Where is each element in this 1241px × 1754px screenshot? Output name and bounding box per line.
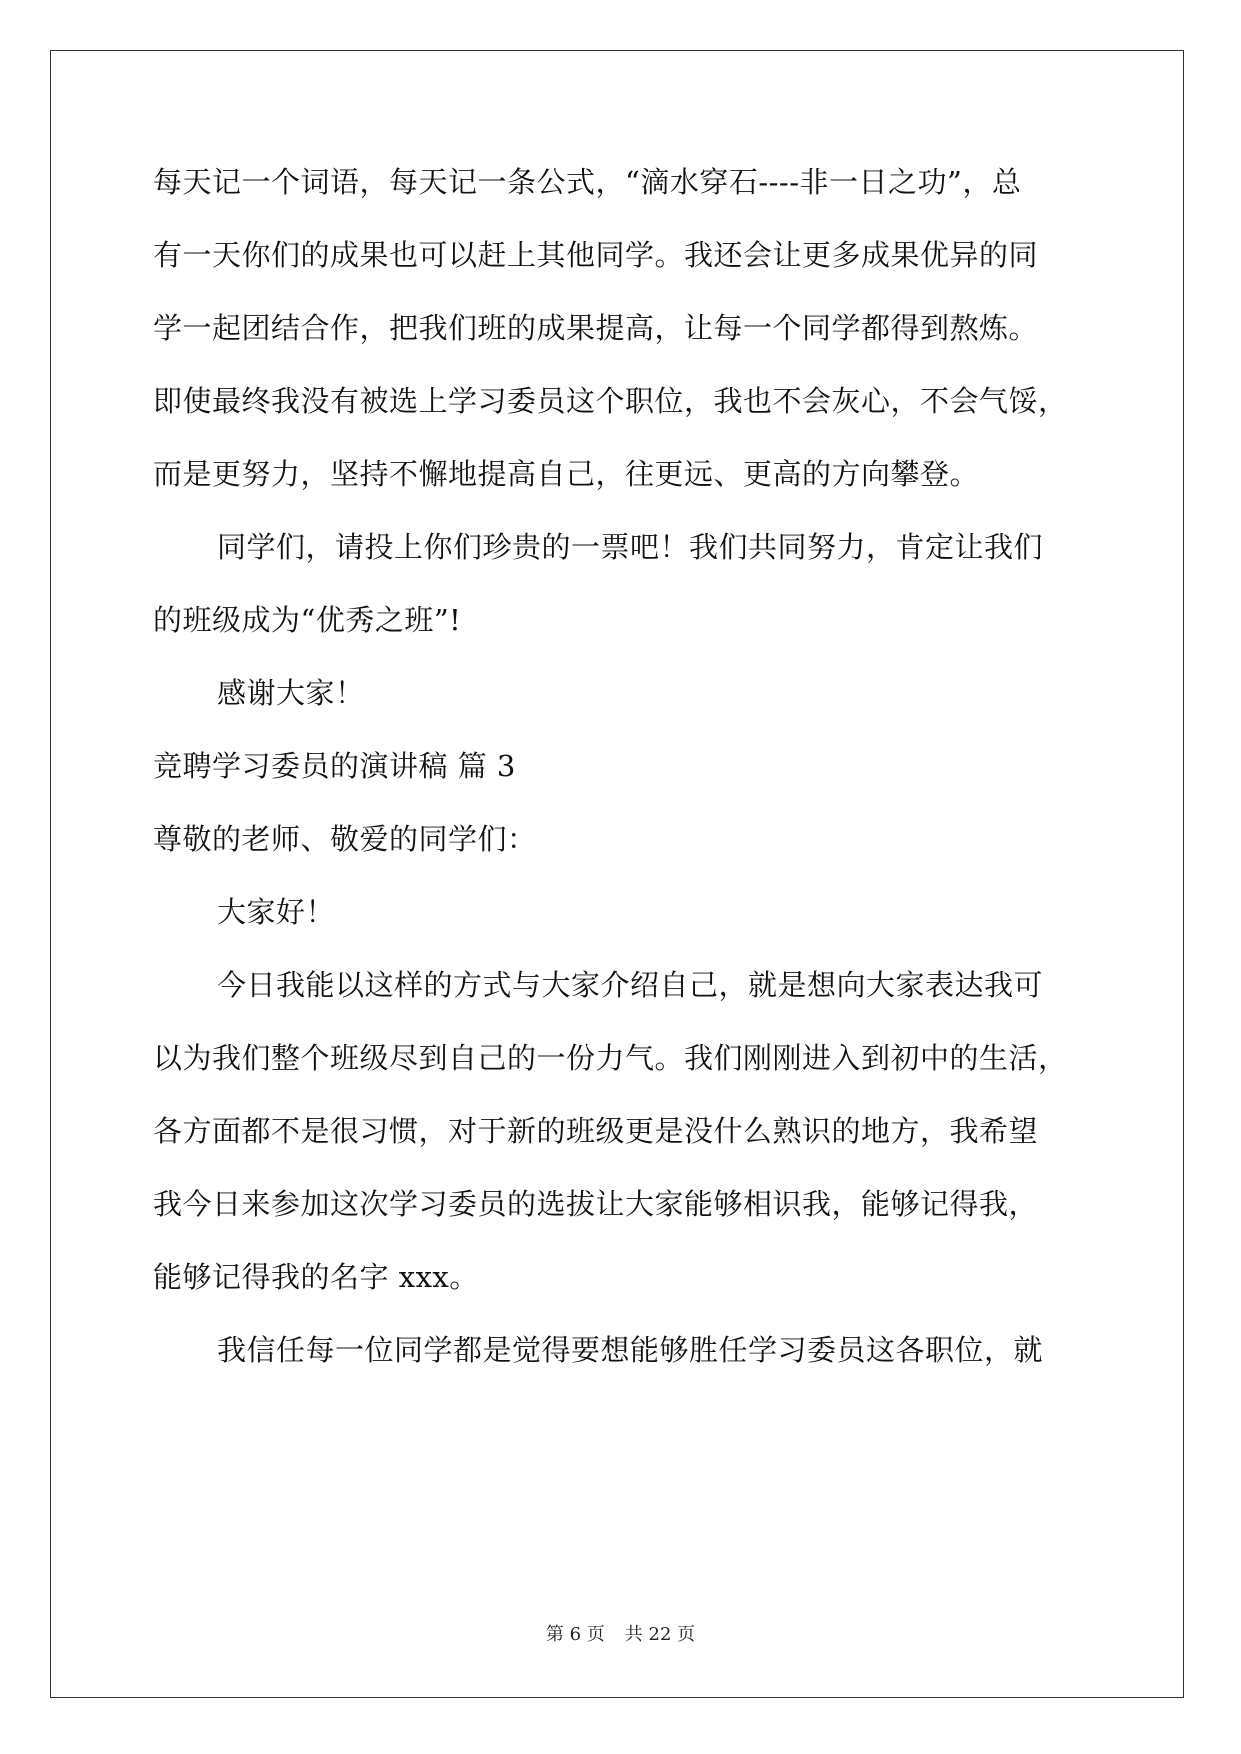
page-footer [0,1620,1241,1646]
paragraph-line: 学一起团结合作，把我们班的成果提高，让每一个同学都得到熬炼。 [153,311,1039,345]
paragraph-line: 能够记得我的名字 xxx。 [153,1260,479,1294]
section-heading: 竞聘学习委员的演讲稿 篇 3 [153,749,516,783]
paragraph-line: 同学们，请投上你们珍贵的一票吧！我们共同努力，肯定让我们 [217,530,1044,564]
paragraph-line: 以为我们整个班级尽到自己的一份力气。我们刚刚进入到初中的生活， [153,1041,1068,1075]
paragraph-line: 各方面都不是很习惯，对于新的班级更是没什么熟识的地方，我希望 [153,1114,1039,1148]
paragraph-line: 感谢大家！ [217,676,365,710]
salutation: 尊敬的老师、敬爱的同学们： [153,822,537,856]
page-border [50,50,1184,1698]
greeting: 大家好！ [217,895,336,929]
paragraph-line: 有一天你们的成果也可以赶上其他同学。我还会让更多成果优异的同 [153,238,1039,272]
paragraph-line: 即使最终我没有被选上学习委员这个职位，我也不会灰心，不会气馁， [153,384,1068,418]
page-total: 共 22 页 [624,1624,696,1645]
paragraph-line: 我今日来参加这次学习委员的选拔让大家能够相识我，能够记得我， [153,1187,1039,1221]
page-number: 第 6 页 [545,1624,605,1645]
paragraph-line: 的班级成为“优秀之班”! [153,603,462,637]
paragraph-line: 而是更努力，坚持不懈地提高自己，往更远、更高的方向攀登。 [153,457,980,491]
paragraph-line: 今日我能以这样的方式与大家介绍自己，就是想向大家表达我可 [217,968,1044,1002]
paragraph-line: 每天记一个词语，每天记一条公式，“滴水穿石----非一日之功”，总 [153,165,1022,199]
paragraph-line: 我信任每一位同学都是觉得要想能够胜任学习委员这各职位，就 [217,1333,1044,1367]
